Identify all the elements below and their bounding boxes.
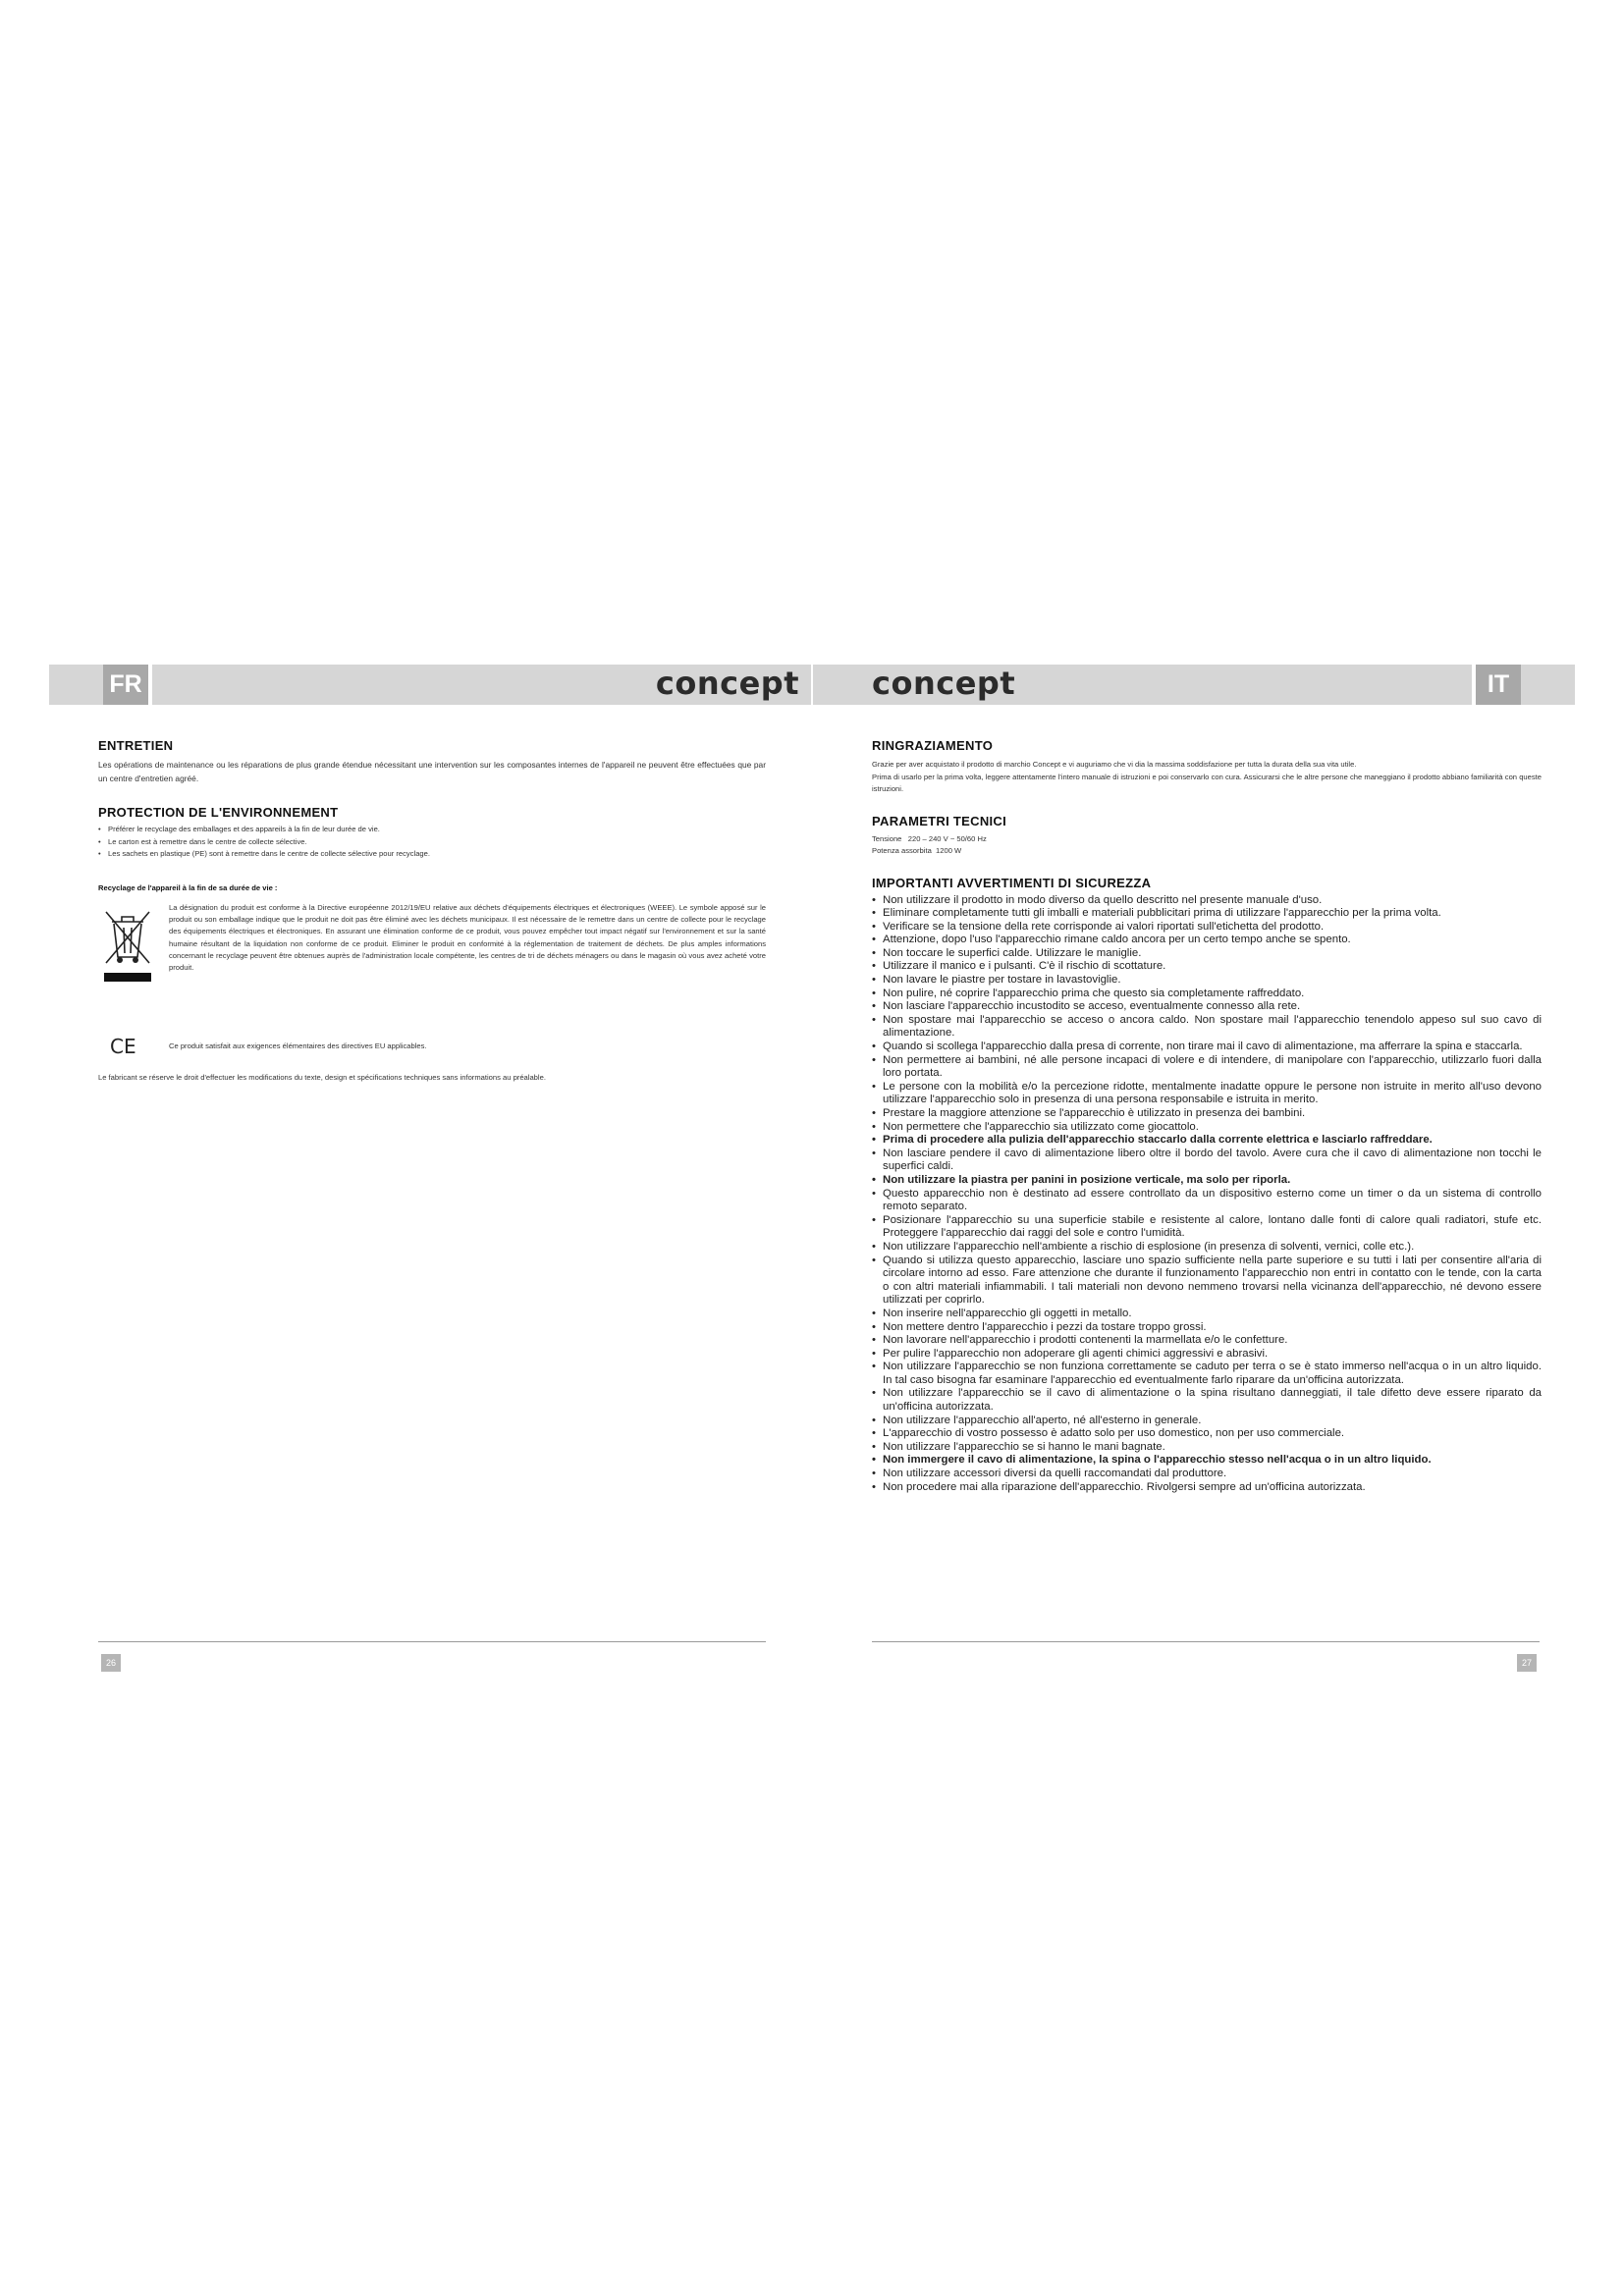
list-item: • Non lasciare pendere il cavo di alimentazione libero oltre il bordo del tavolo. Avere cura che il cavo di alimentazione non tocchi le superfici caldi.: [872, 1148, 1542, 1174]
list-item: • Utilizzare il manico e i pulsanti. C'è il rischio di scottature.: [872, 960, 1542, 974]
list-item: • Non spostare mai l'apparecchio se acceso o ancora caldo. Non spostare mail l'apparecchio tenendolo appeso sul suo cavo di alimentazione.: [872, 1014, 1542, 1041]
section-title-protection: PROTECTION DE L'ENVIRONNEMENT: [98, 805, 339, 820]
parametri-value: 1200 W: [936, 846, 962, 855]
list-item: • Non utilizzare accessori diversi da quelli raccomandati dal produttore.: [872, 1468, 1542, 1481]
weee-block: [98, 902, 766, 995]
section-title-avvertimenti: IMPORTANTI AVVERTIMENTI DI SICUREZZA: [872, 875, 1152, 890]
parametri-label: Tensione: [872, 833, 902, 843]
brand-logo-right: concept: [872, 665, 1016, 702]
footer-rule-left: [98, 1641, 766, 1642]
section-title-ringraziamento: RINGRAZIAMENTO: [872, 738, 994, 753]
parametri-table: [872, 833, 1542, 858]
list-item: • Non permettere ai bambini, né alle persone incapaci di volere e di intendere, di manipolare con l'apparecchio, utilizzarlo fuori dalla loro portata.: [872, 1054, 1542, 1081]
list-item: • Non utilizzare l'apparecchio se non funziona correttamente se caduto per terra o se è stato immerso nell'acqua o in un altro liquido. In tal caso bisogna far esaminare l'apparecchio ed eventualmente farlo riparare da un'officina autorizzata.: [872, 1361, 1542, 1387]
list-item: • Prestare la maggiore attenzione se l'apparecchio è utilizzato in presenza dei bambini.: [872, 1107, 1542, 1121]
ce-block: [98, 1035, 766, 1058]
list-item: • Le carton est à remettre dans le centre de collecte sélective.: [98, 836, 766, 849]
list-item: • Les sachets en plastique (PE) sont à remettre dans le centre de collecte sélective pour recyclage.: [98, 848, 766, 861]
list-item: • Non utilizzare la piastra per panini in posizione verticale, ma solo per riporla.: [872, 1174, 1542, 1188]
list-item: • Non immergere il cavo di alimentazione, la spina o l'apparecchio stesso nell'acqua o in un altro liquido.: [872, 1454, 1542, 1468]
list-item: • L'apparecchio di vostro possesso è adatto solo per uso domestico, non per uso commerciale.: [872, 1427, 1542, 1441]
list-item: • Non mettere dentro l'apparecchio i pezzi da tostare troppo grossi.: [872, 1321, 1542, 1335]
recycling-text: La désignation du produit est conforme à la Directive européenne 2012/19/EU relative aux déchets d'équipements électriques et électroniques (WEEE). Le symbole apposé sur le produit ou son emballage indique que le produit ne doit pas être éliminé avec les déchets municipaux. Il est nécessaire de le remettre dans un centre de collecte pour le recyclage des équipements électriques et électroniques. En assurant une élimination conforme de ce produit, vous pouvez empêcher tout impact négatif sur l'environnement et sur la santé humaine résultant de la liquidation non conforme de ce produit. Eliminer le produit en conformité à la réglementation de traitement de déchets. De plus amples informations concernant le recyclage peuvent être obtenues auprès de l'administration locale compétente, les centres de tri de déchets ménagers ou dans le magasin où vous avez acheté votre produit.: [169, 903, 766, 973]
list-item: • Le persone con la mobilità e/o la percezione ridotte, mentalmente inadatte oppure le persone non istruite in merito all'uso devono utilizzare l'apparecchio solo in presenza di una persona responsabile e istruita in merito.: [872, 1081, 1542, 1107]
list-item: • Non utilizzare il prodotto in modo diverso da quello descritto nel presente manuale d'uso.: [872, 894, 1542, 908]
parametri-row: [872, 845, 1542, 858]
list-item: • Verificare se la tensione della rete corrisponde ai valori riportati sull'etichetta del prodotto.: [872, 921, 1542, 934]
list-item: • Non pulire, né coprire l'apparecchio prima che questo sia completamente raffreddato.: [872, 988, 1542, 1001]
footer-rule-right: [872, 1641, 1540, 1642]
list-item: • Non utilizzare l'apparecchio all'aperto, né all'esterno in generale.: [872, 1415, 1542, 1428]
list-item: • Non procedere mai alla riparazione dell'apparecchio. Rivolgersi sempre ad un'officina autorizzata.: [872, 1481, 1542, 1495]
list-item: • Per pulire l'apparecchio non adoperare gli agenti chimici aggressivi e abrasivi.: [872, 1348, 1542, 1362]
parametri-value: 220 – 240 V ~ 50/60 Hz: [907, 833, 987, 843]
page-27-content: [872, 738, 1542, 1494]
list-item: • Non utilizzare l'apparecchio se si hanno le mani bagnate.: [872, 1441, 1542, 1455]
list-item: • Non lavare le piastre per tostare in lavastoviglie.: [872, 974, 1542, 988]
page-number-left: 26: [101, 1654, 121, 1672]
list-item: • Non lasciare l'apparecchio incustodito se acceso, eventualmente connesso alla rete.: [872, 1000, 1542, 1014]
ringraziamento-line-2: Prima di usarlo per la prima volta, leggere attentamente l'intero manuale di istruzioni e poi conservarlo con cura. Assicurarsi che le altre persone che maneggiano il prodotto abbiano familiarità con queste istruzioni.: [872, 772, 1542, 793]
list-item: • Posizionare l'apparecchio su una superficie stabile e resistente al calore, lontano dalle fonti di calore quali radiatori, stufe etc. Proteggere l'apparecchio dai raggi del sole e contro l'umidità.: [872, 1214, 1542, 1241]
language-badge-it: IT: [1476, 665, 1521, 705]
ringraziamento-line-1: Grazie per aver acquistato il prodotto di marchio Concept e vi auguriamo che vi dia la massima soddisfazione per tutta la durata della sua vita utile.: [872, 760, 1357, 769]
list-item: • Non inserire nell'apparecchio gli oggetti in metallo.: [872, 1308, 1542, 1321]
brand-logo-left: concept: [655, 665, 799, 702]
disclaimer-text: Le fabricant se réserve le droit d'effectuer les modifications du texte, design et spécifications techniques sans informations au préalable.: [98, 1073, 546, 1082]
list-item: • Non permettere che l'apparecchio sia utilizzato come giocattolo.: [872, 1121, 1542, 1135]
safety-warnings-list: [872, 894, 1542, 1495]
page-number-right: 27: [1517, 1654, 1537, 1672]
language-badge-fr: FR: [103, 665, 148, 705]
list-item: • Non utilizzare l'apparecchio se il cavo di alimentazione o la spina risultano danneggiati, il tale difetto deve essere riparato da un'officina autorizzata.: [872, 1387, 1542, 1414]
page-26-content: [98, 738, 766, 1085]
list-item: • Attenzione, dopo l'uso l'apparecchio rimane caldo ancora per un certo tempo anche se spento.: [872, 934, 1542, 947]
crossed-bin-icon: [98, 902, 169, 995]
ce-mark-icon: CE: [110, 1035, 136, 1058]
header-bar-left: [49, 665, 811, 705]
entretien-text: Les opérations de maintenance ou les réparations de plus grande étendue nécessitant une intervention sur les composantes internes de l'appareil ne peuvent être effectuées que par un centre d'entretien agréé.: [98, 760, 766, 783]
list-item: • Prima di procedere alla pulizia dell'apparecchio staccarlo dalla corrente elettrica e lasciarlo raffreddare.: [872, 1134, 1542, 1148]
recycling-title: Recyclage de l'appareil à la fin de sa durée de vie :: [98, 882, 278, 892]
parametri-label: Potenza assorbita: [872, 846, 932, 855]
list-item: • Non lavorare nell'apparecchio i prodotti contenenti la marmellata e/o le confetture.: [872, 1334, 1542, 1348]
list-item: • Quando si scollega l'apparecchio dalla presa di corrente, non tirare mai il cavo di alimentazione, ma afferrare la spina e staccarla.: [872, 1041, 1542, 1054]
ce-text: Ce produit satisfait aux exigences élémentaires des directives EU applicables.: [169, 1041, 427, 1050]
header-bar-right: [813, 665, 1575, 705]
list-item: • Eliminare completamente tutti gli imballi e materiali pubblicitari prima di utilizzare l'apparecchio per la prima volta.: [872, 907, 1542, 921]
header-separator: [148, 665, 152, 705]
list-item: • Non utilizzare l'apparecchio nell'ambiente a rischio di esplosione (in presenza di solventi, vernici, colle etc.).: [872, 1241, 1542, 1255]
list-item: • Questo apparecchio non è destinato ad essere controllato da un dispositivo esterno come un timer o da un sistema di controllo remoto separato.: [872, 1188, 1542, 1214]
section-title-parametri: PARAMETRI TECNICI: [872, 813, 1007, 828]
protection-list: [98, 824, 766, 861]
list-item: • Préférer le recyclage des emballages et des appareils à la fin de leur durée de vie.: [98, 824, 766, 836]
section-title-entretien: ENTRETIEN: [98, 738, 174, 753]
list-item: • Non toccare le superfici calde. Utilizzare le maniglie.: [872, 947, 1542, 961]
parametri-row: [872, 833, 1542, 846]
list-item: • Quando si utilizza questo apparecchio, lasciare uno spazio sufficiente nella parte superiore e su tutti i lati per consentire all'aria di circolare intorno ad esso. Fare attenzione che durante il funzionamento l'apparecchio non entri in contatto con le tende, con la carta o con altri materiali infiammabili. I tali materiali non devono nemmeno trovarsi nella vicinanza dell'apparecchio, né devono essere utilizzati per coprirlo.: [872, 1255, 1542, 1308]
